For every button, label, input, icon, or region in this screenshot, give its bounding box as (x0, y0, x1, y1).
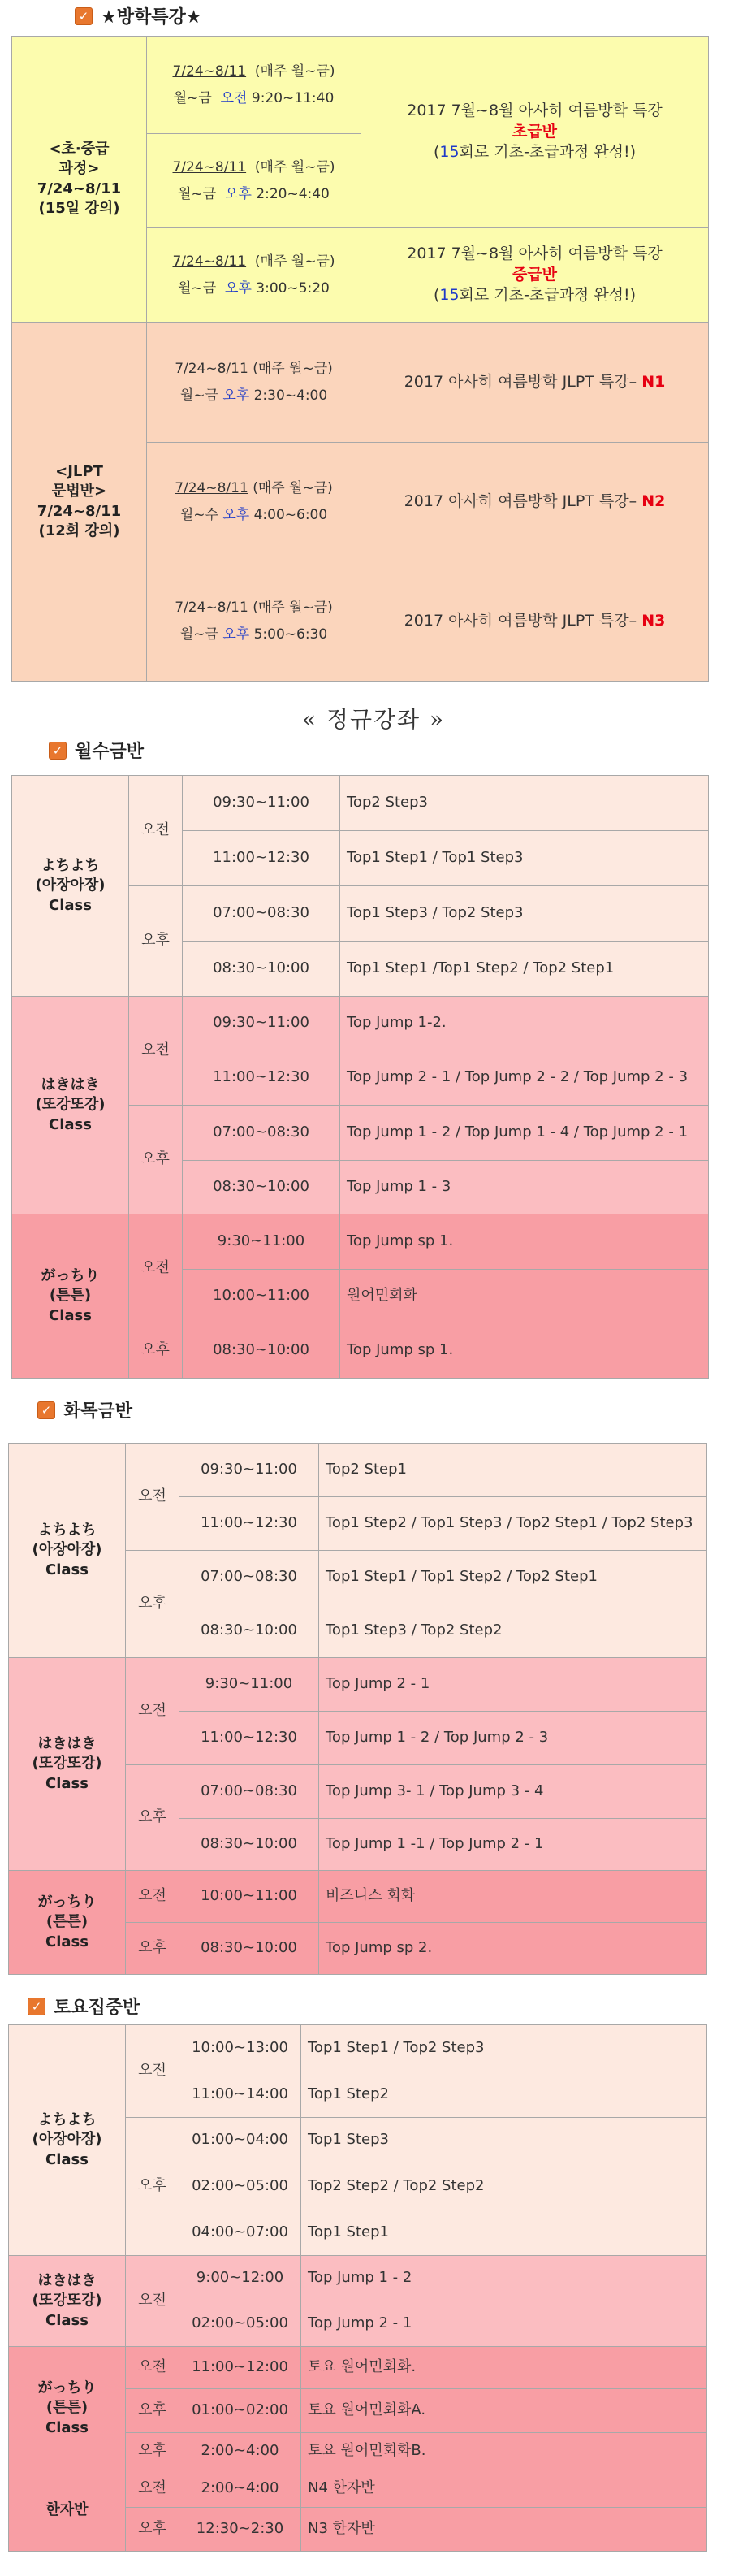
time-cell: 04:00~07:00 (179, 2210, 301, 2256)
time-cell: 11:00~12:30 (183, 1050, 340, 1106)
time-cell: 12:30~2:30 (179, 2508, 301, 2552)
time-cell: 08:30~10:00 (183, 1161, 340, 1214)
course-cell: Top Jump 1 -1 / Top Jump 2 - 1 (319, 1819, 707, 1871)
course-cell: Top Jump 1 - 2 / Top Jump 1 - 4 / Top Jump 2 - 1 (340, 1106, 709, 1161)
section-heading-sat: ✓ 토요집중반 (28, 1994, 140, 2019)
time-cell: 07:00~08:30 (183, 1106, 340, 1161)
course-cell: Top1 Step1 / Top1 Step3 (340, 831, 709, 886)
special-course: 2017 아사히 여름방학 JLPT 특강– N3 (361, 561, 709, 682)
schedule-table-ttf (8, 1443, 707, 1975)
ampm-cell: 오후 (126, 1551, 179, 1658)
time-cell: 08:30~10:00 (179, 1923, 319, 1975)
ampm-cell: 오전 (126, 2025, 179, 2118)
ampm-cell: 오전 (129, 1214, 183, 1323)
course-cell: Top1 Step1 / Top2 Step3 (301, 2025, 707, 2072)
course-cell: Top2 Step3 (340, 776, 709, 831)
course-cell: Top Jump sp 1. (340, 1323, 709, 1379)
special-group-label: <초·중급 과정> 7/24~8/11 (15일 강의) (12, 37, 147, 323)
ampm-cell: 오전 (126, 1444, 179, 1551)
time-cell: 08:30~10:00 (179, 1819, 319, 1871)
course-cell: Top Jump 1 - 2 (301, 2256, 707, 2301)
time-cell: 10:00~13:00 (179, 2025, 301, 2072)
course-cell: Top1 Step1 /Top1 Step2 / Top2 Step1 (340, 942, 709, 997)
time-cell: 10:00~11:00 (183, 1270, 340, 1323)
time-cell: 09:30~11:00 (183, 997, 340, 1050)
course-cell: Top Jump 1 - 3 (340, 1161, 709, 1214)
ampm-cell: 오후 (126, 2508, 179, 2552)
class-name: 한자반 (9, 2470, 126, 2552)
time-cell: 2:00~4:00 (179, 2433, 301, 2470)
table-row (9, 1658, 707, 1712)
schedule-table-sat (8, 2024, 707, 2552)
course-cell: 토요 원어민회화B. (301, 2433, 707, 2470)
time-cell: 9:30~11:00 (183, 1214, 340, 1270)
course-cell: N4 한자반 (301, 2470, 707, 2508)
special-table (11, 36, 709, 682)
course-cell: Top1 Step1 / Top1 Step2 / Top2 Step1 (319, 1551, 707, 1604)
time-cell: 11:00~12:30 (179, 1497, 319, 1551)
special-schedule: 7/24~8/11 (매주 월~금) 월~금 오후 2:30~4:00 (147, 323, 361, 443)
class-name: がっちり (튼튼) Class (9, 2347, 126, 2470)
time-cell: 11:00~12:30 (183, 831, 340, 886)
course-cell: 원어민회화 (340, 1270, 709, 1323)
ampm-cell: 오전 (129, 997, 183, 1106)
special-schedule: 7/24~8/11 (매주 월~금) 월~금 오후 5:00~6:30 (147, 561, 361, 682)
course-cell: 토요 원어민회화A. (301, 2389, 707, 2433)
special-heading: ✓ ★방학특강★ (75, 3, 201, 28)
checkbox-icon: ✓ (28, 1998, 45, 2015)
table-row (9, 2256, 707, 2301)
course-cell: Top2 Step2 / Top2 Step2 (301, 2163, 707, 2210)
special-schedule: 7/24~8/11 (매주 월~금) 월~금 오후 3:00~5:20 (147, 228, 361, 323)
checkbox-icon: ✓ (37, 1401, 55, 1419)
time-cell: 11:00~12:30 (179, 1712, 319, 1765)
ampm-cell: 오후 (126, 1923, 179, 1975)
time-cell: 9:30~11:00 (179, 1658, 319, 1712)
course-cell: Top Jump sp 1. (340, 1214, 709, 1270)
class-name: がっちり (튼튼) Class (9, 1871, 126, 1975)
ampm-cell: 오후 (126, 2389, 179, 2433)
special-course: 2017 아사히 여름방학 JLPT 특강– N1 (361, 323, 709, 443)
table-row (9, 1871, 707, 1923)
course-cell: Top1 Step2 / Top1 Step3 / Top2 Step1 / Top2 Step3 (319, 1497, 707, 1551)
course-cell: Top1 Step2 (301, 2072, 707, 2118)
ampm-cell: 오전 (126, 1871, 179, 1923)
class-name: がっちり (튼튼) Class (12, 1214, 129, 1379)
special-group-label: <JLPT 문법반> 7/24~8/11 (12회 강의) (12, 323, 147, 682)
time-cell: 10:00~11:00 (179, 1871, 319, 1923)
ampm-cell: 오전 (126, 2256, 179, 2347)
ampm-cell: 오전 (126, 2347, 179, 2389)
schedule-table-mwf (11, 775, 709, 1379)
time-cell: 07:00~08:30 (179, 1765, 319, 1819)
time-cell: 08:30~10:00 (183, 942, 340, 997)
ampm-cell: 오후 (129, 886, 183, 997)
time-cell: 9:00~12:00 (179, 2256, 301, 2301)
ampm-cell: 오후 (126, 2118, 179, 2256)
class-name: よちよち (아장아장) Class (12, 776, 129, 997)
course-cell: N3 한자반 (301, 2508, 707, 2552)
class-name: はきはき (또강또강) Class (9, 2256, 126, 2347)
time-cell: 07:00~08:30 (179, 1551, 319, 1604)
time-cell: 01:00~02:00 (179, 2389, 301, 2433)
ampm-cell: 오후 (126, 1765, 179, 1871)
time-cell: 07:00~08:30 (183, 886, 340, 942)
table-row (9, 2470, 707, 2508)
special-schedule: 7/24~8/11 (매주 월~금) 월~금 오전 9:20~11:40 (147, 37, 361, 134)
checkbox-icon: ✓ (75, 7, 93, 25)
special-course: 2017 7월~8월 아사히 여름방학 특강 중급반 (15회로 기초-초급과정 완성!) (361, 228, 709, 323)
section-heading-ttf: ✓ 화목금반 (37, 1397, 132, 1422)
course-cell: Top1 Step1 (301, 2210, 707, 2256)
class-name: はきはき (또강또강) Class (9, 1658, 126, 1871)
time-cell: 01:00~04:00 (179, 2118, 301, 2163)
time-cell: 2:00~4:00 (179, 2470, 301, 2508)
class-name: よちよち (아장아장) Class (9, 2025, 126, 2256)
special-row (12, 323, 709, 443)
ampm-cell: 오후 (129, 1106, 183, 1214)
checkbox-icon: ✓ (49, 742, 67, 760)
time-cell: 02:00~05:00 (179, 2163, 301, 2210)
course-cell: Top Jump sp 2. (319, 1923, 707, 1975)
course-cell: Top Jump 1 - 2 / Top Jump 2 - 3 (319, 1712, 707, 1765)
class-name: よちよち (아장아장) Class (9, 1444, 126, 1658)
course-cell: Top Jump 2 - 1 (319, 1658, 707, 1712)
ampm-cell: 오전 (126, 2470, 179, 2508)
class-name: はきはき (또강또강) Class (12, 997, 129, 1214)
regular-title: « 정규강좌 » (301, 706, 446, 733)
time-cell: 08:30~10:00 (179, 1604, 319, 1658)
course-cell: Top Jump 1-2. (340, 997, 709, 1050)
time-cell: 09:30~11:00 (183, 776, 340, 831)
special-row (12, 37, 709, 134)
course-cell: Top Jump 3- 1 / Top Jump 3 - 4 (319, 1765, 707, 1819)
table-row (12, 776, 709, 831)
table-row (9, 2347, 707, 2389)
course-cell: 토요 원어민회화. (301, 2347, 707, 2389)
ampm-cell: 오후 (129, 1323, 183, 1379)
ampm-cell: 오후 (126, 2433, 179, 2470)
ampm-cell: 오전 (126, 1658, 179, 1765)
table-row (12, 1214, 709, 1270)
course-cell: Top1 Step3 / Top2 Step2 (319, 1604, 707, 1658)
time-cell: 11:00~14:00 (179, 2072, 301, 2118)
special-schedule: 7/24~8/11 (매주 월~금) 월~금 오후 2:20~4:40 (147, 134, 361, 228)
time-cell: 11:00~12:00 (179, 2347, 301, 2389)
time-cell: 02:00~05:00 (179, 2301, 301, 2347)
course-cell: 비즈니스 회화 (319, 1871, 707, 1923)
course-cell: Top1 Step3 (301, 2118, 707, 2163)
course-cell: Top1 Step3 / Top2 Step3 (340, 886, 709, 942)
time-cell: 09:30~11:00 (179, 1444, 319, 1497)
course-cell: Top Jump 2 - 1 (301, 2301, 707, 2347)
special-schedule: 7/24~8/11 (매주 월~금) 월~수 오후 4:00~6:00 (147, 443, 361, 561)
section-heading-mwf: ✓ 월수금반 (49, 738, 144, 763)
special-course: 2017 아사히 여름방학 JLPT 특강– N2 (361, 443, 709, 561)
table-row (12, 997, 709, 1050)
ampm-cell: 오전 (129, 776, 183, 886)
special-course: 2017 7월~8월 아사히 여름방학 특강 초급반 (15회로 기초-초급과정 완성!) (361, 37, 709, 228)
time-cell: 08:30~10:00 (183, 1323, 340, 1379)
course-cell: Top2 Step1 (319, 1444, 707, 1497)
course-cell: Top Jump 2 - 1 / Top Jump 2 - 2 / Top Jump 2 - 3 (340, 1050, 709, 1106)
table-row (9, 2025, 707, 2072)
table-row (9, 1444, 707, 1497)
